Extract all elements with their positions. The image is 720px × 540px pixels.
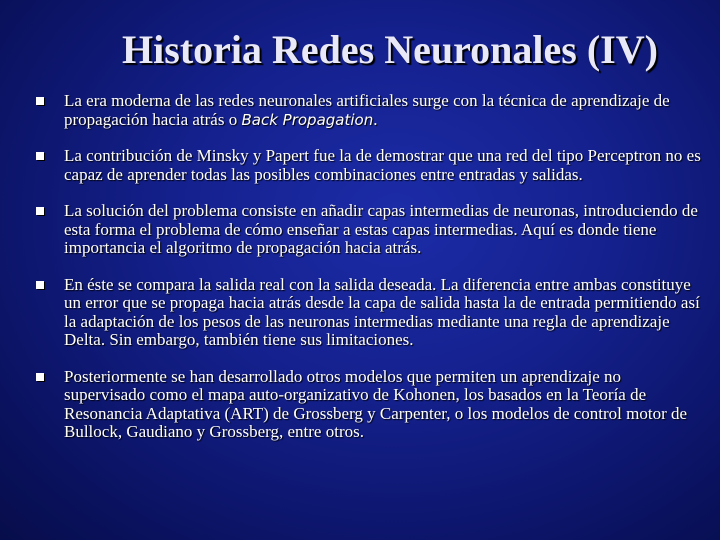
bullet-item — [36, 92, 706, 129]
square-bullet-icon — [36, 152, 44, 160]
bullet-text: La era moderna de las redes neuronales artificiales surge con la técnica de aprendizaje de propagación hacia atrás o — [64, 91, 670, 129]
bullet-item — [36, 276, 706, 350]
slide-title: Historia Redes Neuronales (IV) — [122, 27, 658, 72]
bullet-text: En éste se compara la salida real con la salida deseada. La diferencia entre ambas constituye un error que se propaga hacia atrás desde la capa de salida hasta la de entrada permitiendo así la adaptación de los pesos de las neuronas intermedias mediante una regla de aprendizaje Delta. Sin embargo, también tiene sus limitaciones. — [64, 274, 700, 349]
bullet-text-end: . — [373, 109, 378, 129]
bullet-text: La contribución de Minsky y Papert fue la de demostrar que una red del tipo Perceptron no es capaz de aprender todas las posibles combinaciones entre entradas y salidas. — [64, 146, 701, 184]
bullet-item — [36, 147, 706, 184]
bullet-text: La solución del problema consiste en añadir capas intermedias de neuronas, introduciendo de esta forma el problema de cómo enseñar a estas capas intermedias. Aquí es donde tiene importancia el algoritmo de propagación hacia atrás. — [64, 201, 698, 257]
bullet-item — [36, 202, 706, 258]
square-bullet-icon — [36, 281, 44, 289]
bullet-term: Back Propagation — [241, 110, 374, 129]
bullet-list — [36, 92, 706, 460]
square-bullet-icon — [36, 373, 44, 381]
square-bullet-icon — [36, 97, 44, 105]
square-bullet-icon — [36, 207, 44, 215]
bullet-text: Posteriormente se han desarrollado otros modelos que permiten un aprendizaje no supervisado como el mapa auto-organizativo de Kohonen, los basados en la Teoría de Resonancia Adaptativa (ART) de Grossberg y Carpenter, o los modelos de control motor de Bullock, Gaudiano y Grossberg, entre otros. — [64, 366, 688, 441]
bullet-item — [36, 368, 706, 442]
